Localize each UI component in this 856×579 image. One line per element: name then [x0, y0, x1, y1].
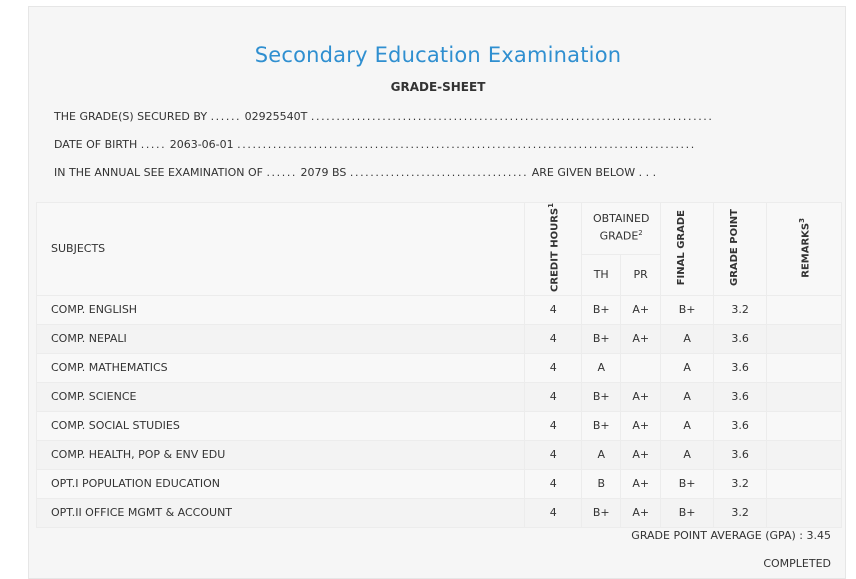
remarks-cell — [767, 411, 842, 440]
header-remarks: REMARKS$^3$ — [767, 203, 842, 296]
pr-cell: A+ — [621, 440, 661, 469]
symbol-number: 02925540T — [244, 110, 308, 123]
remarks-cell — [767, 498, 842, 527]
final-grade-cell: A — [661, 382, 714, 411]
table-row — [37, 382, 842, 411]
exam-year: 2079 BS — [300, 166, 347, 179]
th-cell: B+ — [582, 382, 621, 411]
exam-suffix: ARE GIVEN BELOW . . . — [531, 166, 657, 179]
credit-cell: 4 — [525, 382, 582, 411]
subject-cell: OPT.II OFFICE MGMT & ACCOUNT — [37, 498, 525, 527]
table-row — [37, 324, 842, 353]
credit-cell: 4 — [525, 498, 582, 527]
header-obtained-grade: OBTAINED GRADE$^2$ — [582, 203, 661, 255]
result-status: COMPLETED — [763, 557, 831, 570]
grade-point-cell: 3.6 — [714, 353, 767, 382]
exam-line — [54, 166, 656, 179]
th-cell: B+ — [582, 295, 621, 324]
remarks-cell — [767, 295, 842, 324]
credit-cell: 4 — [525, 295, 582, 324]
credit-cell: 4 — [525, 324, 582, 353]
subject-cell: COMP. NEPALI — [37, 324, 525, 353]
pr-cell: A+ — [621, 411, 661, 440]
final-grade-cell: A — [661, 353, 714, 382]
subject-cell: COMP. SCIENCE — [37, 382, 525, 411]
remarks-cell — [767, 324, 842, 353]
dob-label: DATE OF BIRTH — [54, 138, 138, 151]
header-pr: PR — [621, 254, 661, 295]
subject-cell: COMP. HEALTH, POP & ENV EDU — [37, 440, 525, 469]
dot-leader: ...... — [210, 110, 242, 123]
pr-cell — [621, 353, 661, 382]
grade-point-cell: 3.2 — [714, 295, 767, 324]
table-row — [37, 295, 842, 324]
credit-cell: 4 — [525, 353, 582, 382]
final-grade-cell: A — [661, 440, 714, 469]
th-cell: B+ — [582, 324, 621, 353]
subject-cell: COMP. ENGLISH — [37, 295, 525, 324]
th-cell: B+ — [582, 411, 621, 440]
header-subjects: SUBJECTS — [37, 203, 525, 296]
final-grade-cell: B+ — [661, 469, 714, 498]
th-cell: A — [582, 353, 621, 382]
final-grade-cell: B+ — [661, 295, 714, 324]
table-row — [37, 353, 842, 382]
remarks-cell — [767, 440, 842, 469]
final-grade-cell: B+ — [661, 498, 714, 527]
header-final-grade: FINAL GRADE — [661, 203, 714, 296]
th-cell: B+ — [582, 498, 621, 527]
remarks-cell — [767, 469, 842, 498]
header-grade-point: GRADE POINT — [714, 203, 767, 296]
page-title: Secondary Education Examination — [254, 43, 622, 67]
pr-cell: A+ — [621, 498, 661, 527]
th-cell: B — [582, 469, 621, 498]
grade-point-cell: 3.2 — [714, 469, 767, 498]
secured-by-label: THE GRADE(S) SECURED BY — [54, 110, 208, 123]
subject-cell: COMP. SOCIAL STUDIES — [37, 411, 525, 440]
exam-label: IN THE ANNUAL SEE EXAMINATION OF — [54, 166, 263, 179]
table-row — [37, 440, 842, 469]
grade-point-cell: 3.6 — [714, 324, 767, 353]
grade-point-cell: 3.6 — [714, 411, 767, 440]
pr-cell: A+ — [621, 382, 661, 411]
grade-point-cell: 3.6 — [714, 440, 767, 469]
th-cell: A — [582, 440, 621, 469]
pr-cell: A+ — [621, 469, 661, 498]
gpa-summary — [631, 529, 831, 542]
dot-leader: ................................... — [349, 166, 529, 179]
table-row — [37, 498, 842, 527]
dot-leader: ............................................................................... — [310, 110, 714, 123]
grades-table — [36, 202, 842, 528]
dot-leader: ...... — [266, 166, 298, 179]
final-grade-cell: A — [661, 411, 714, 440]
gpa-value: 3.45 — [806, 529, 831, 542]
dob-value: 2063-06-01 — [169, 138, 234, 151]
credit-cell: 4 — [525, 411, 582, 440]
table-row — [37, 411, 842, 440]
credit-cell: 4 — [525, 469, 582, 498]
final-grade-cell: A — [661, 324, 714, 353]
gpa-label: GRADE POINT AVERAGE (GPA) : — [631, 529, 803, 542]
credit-cell: 4 — [525, 440, 582, 469]
grade-sheet — [28, 6, 846, 579]
dob-line — [54, 138, 696, 151]
grade-point-cell: 3.6 — [714, 382, 767, 411]
dot-leader: .......................................................................................... — [237, 138, 696, 151]
remarks-cell — [767, 353, 842, 382]
pr-cell: A+ — [621, 324, 661, 353]
pr-cell: A+ — [621, 295, 661, 324]
header-credit-hours: CREDIT HOURS$^1$ — [525, 203, 582, 296]
table-row — [37, 469, 842, 498]
grade-point-cell: 3.2 — [714, 498, 767, 527]
header-th: TH — [582, 254, 621, 295]
page-subtitle: GRADE-SHEET — [390, 80, 486, 94]
secured-by-line — [54, 110, 714, 123]
subject-cell: OPT.I POPULATION EDUCATION — [37, 469, 525, 498]
subject-cell: COMP. MATHEMATICS — [37, 353, 525, 382]
remarks-cell — [767, 382, 842, 411]
dot-leader: ..... — [140, 138, 167, 151]
